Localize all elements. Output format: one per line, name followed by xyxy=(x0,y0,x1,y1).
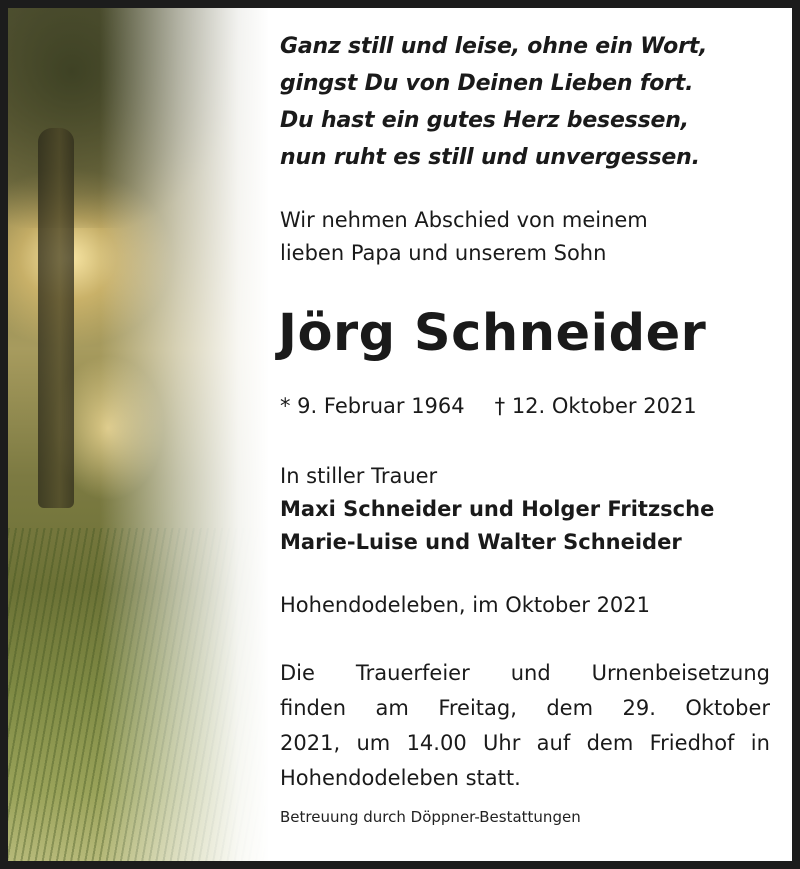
mourners xyxy=(280,460,714,559)
service-word: Die xyxy=(280,661,315,685)
nature-photo xyxy=(8,8,268,861)
service-info xyxy=(280,656,770,796)
service-word: Urnenbeisetzung xyxy=(591,661,770,685)
service-word: finden xyxy=(280,696,347,720)
intro-line: lieben Papa und unserem Sohn xyxy=(280,241,607,265)
death-date: † 12. Oktober 2021 xyxy=(494,394,697,418)
mourner-name: Maxi Schneider und Holger Fritzsche xyxy=(280,497,715,521)
service-word: und xyxy=(510,661,551,685)
poem-line: Ganz still und leise, ohne ein Wort, xyxy=(280,34,708,59)
poem-line: nun ruht es still und unvergessen. xyxy=(280,145,700,170)
service-line xyxy=(280,726,770,761)
service-word: Uhr xyxy=(483,731,521,755)
service-word: Friedhof xyxy=(649,731,735,755)
farewell-intro xyxy=(280,204,648,270)
poem-line: Du hast ein gutes Herz besessen, xyxy=(280,108,689,133)
service-word: 2021, xyxy=(280,731,341,755)
mourners-heading: In stiller Trauer xyxy=(280,464,438,488)
service-word: Hohendodeleben statt. xyxy=(280,766,521,790)
service-word: 14.00 xyxy=(406,731,467,755)
service-word: auf xyxy=(536,731,571,755)
service-word: in xyxy=(750,731,770,755)
poem-line: gingst Du von Deinen Lieben fort. xyxy=(280,71,694,96)
service-line xyxy=(280,691,770,726)
place-and-date: Hohendodeleben, im Oktober 2021 xyxy=(280,593,651,617)
service-line xyxy=(280,761,770,796)
photo-fade xyxy=(8,8,270,861)
service-line xyxy=(280,656,770,691)
birth-date: * 9. Februar 1964 xyxy=(280,394,465,418)
service-word: dem xyxy=(586,731,634,755)
undertaker-credit: Betreuung durch Döppner-Bestattungen xyxy=(280,808,581,826)
service-word: Freitag, xyxy=(438,696,517,720)
obituary-card xyxy=(8,8,792,861)
life-dates xyxy=(280,394,697,418)
service-word: dem xyxy=(546,696,594,720)
mourner-name: Marie-Luise und Walter Schneider xyxy=(280,530,682,554)
intro-line: Wir nehmen Abschied von meinem xyxy=(280,208,648,232)
service-word: um xyxy=(356,731,391,755)
service-word: 29. xyxy=(622,696,656,720)
service-word: Trauerfeier xyxy=(355,661,470,685)
service-word: am xyxy=(375,696,409,720)
service-word: Oktober xyxy=(685,696,770,720)
deceased-name: Jörg Schneider xyxy=(278,304,707,363)
poem xyxy=(280,28,707,176)
